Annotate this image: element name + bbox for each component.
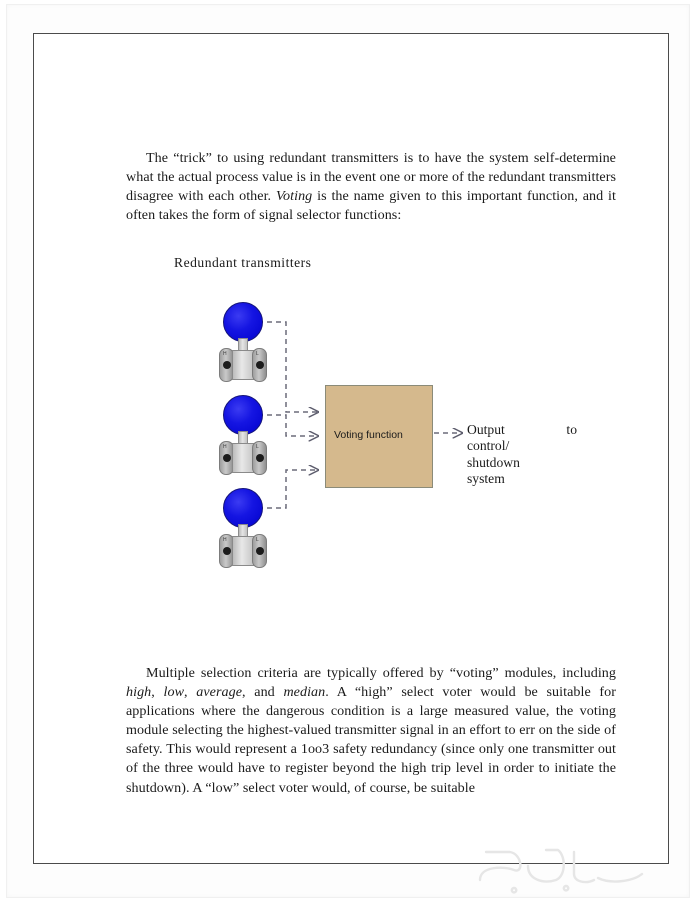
transmitter-1-low-label: L: [256, 351, 259, 357]
output-line-1-right: to: [566, 422, 577, 437]
output-line-1-left: Output: [467, 422, 505, 437]
para-bottom-seg-6: , and: [242, 684, 284, 701]
transmitter-3-low-port-icon: [256, 547, 264, 555]
para-bottom-seg-8: . A “high” select voter would be suitable for applications where the dangerous condition is a large measured value, the voting module selecting the highest-valued transmitter signal in an effort to err on the side of safety. This would represent a 1oo3 safety redundancy (since only one transmitter out of the three would have to register beyond the high trip level in order to initiate the shutdown). A “low” select voter would, of course, be suitable: [126, 684, 616, 796]
figure-caption: Redundant transmitters: [174, 255, 312, 270]
transmitter-2: [210, 395, 276, 477]
voting-function-label: Voting function: [334, 429, 403, 441]
transmitter-1-high-label: H: [223, 351, 227, 357]
transmitter-3-high-label: H: [223, 537, 227, 543]
para-bottom-seg-0: Multiple selection criteria are typically offered by “voting” modules, including: [146, 665, 616, 681]
output-destination-text: [467, 422, 597, 488]
transmitter-2-high-port-icon: [223, 454, 231, 462]
para-bottom-seg-2: ,: [151, 684, 164, 701]
paragraph-top: [126, 149, 616, 225]
transmitter-2-low-lobe: [252, 441, 267, 475]
transmitter-2-sphere-icon: [223, 395, 263, 435]
transmitter-3-high-port-icon: [223, 547, 231, 555]
para-top-seg-2: is the name given to this important function, and it often takes the form of signal selector functions:: [126, 188, 616, 224]
para-bottom-seg-4: ,: [184, 684, 197, 701]
transmitter-3-low-label: L: [256, 537, 259, 543]
para-bottom-seg-1-italic: high: [126, 684, 152, 701]
transmitter-1-low-port-icon: [256, 361, 264, 369]
transmitter-1-high-port-icon: [223, 361, 231, 369]
output-line-4: system: [467, 471, 505, 487]
transmitter-3-body: [232, 536, 254, 566]
transmitter-3-low-lobe: [252, 534, 267, 568]
paragraph-bottom: [126, 664, 616, 798]
transmitter-1-sphere-icon: [223, 302, 263, 342]
transmitter-2-high-label: H: [223, 444, 227, 450]
para-bottom-seg-5-italic: average: [196, 684, 243, 701]
transmitter-2-body: [232, 443, 254, 473]
output-line-3: shutdown: [467, 454, 520, 470]
transmitter-3-sphere-icon: [223, 488, 263, 528]
para-top-seg-1-italic: Voting: [275, 188, 313, 205]
output-line-1: [467, 422, 577, 438]
para-bottom-seg-3-italic: low: [163, 684, 185, 701]
figure-voting-diagram: [126, 250, 626, 600]
output-line-2: control/: [467, 438, 510, 454]
transmitter-1: [210, 302, 276, 384]
para-bottom-seg-7-italic: median: [283, 684, 326, 701]
transmitter-2-low-port-icon: [256, 454, 264, 462]
transmitter-1-low-lobe: [252, 348, 267, 382]
transmitter-3: [210, 488, 276, 570]
transmitter-2-low-label: L: [256, 444, 259, 450]
transmitter-1-body: [232, 350, 254, 380]
voting-function-block: [325, 385, 433, 488]
para-top-seg-0: The “trick” to using redundant transmitters is to have the system self-determine what the actual process value is in the event one or more of the redundant transmitters disagree with each other.: [126, 150, 616, 205]
